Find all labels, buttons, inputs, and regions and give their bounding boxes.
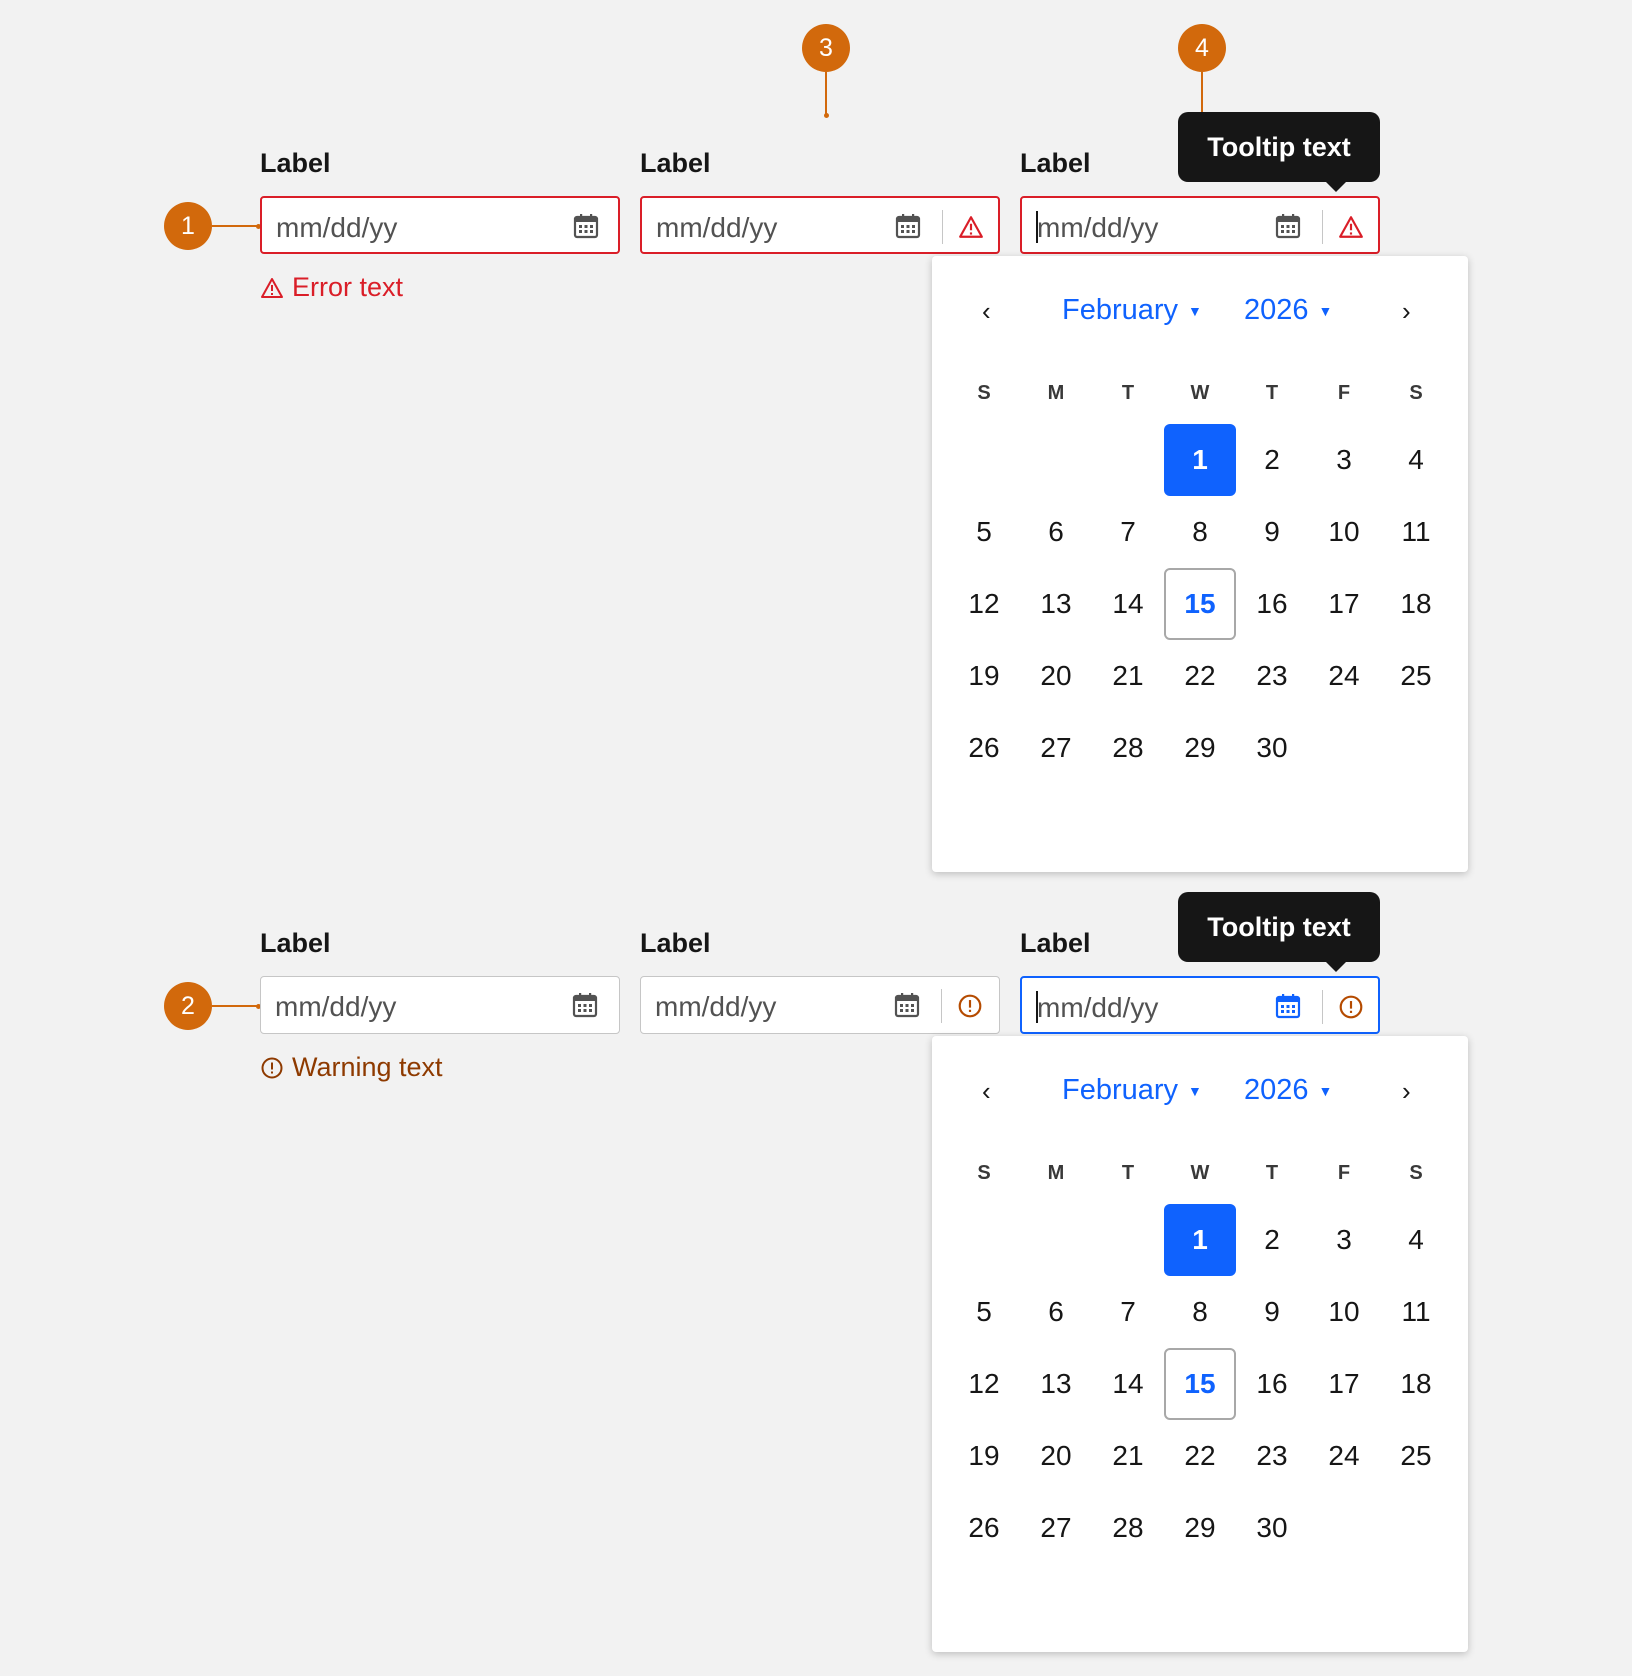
month-select[interactable]	[1062, 294, 1202, 327]
tooltip	[1178, 892, 1380, 962]
separator	[942, 210, 943, 244]
callout-leader-2	[212, 1005, 260, 1007]
calendar-day[interactable]: 20	[1040, 660, 1072, 691]
calendar-day[interactable]: 2	[1264, 444, 1280, 475]
weekday-label: S	[977, 1162, 991, 1184]
year-label: 2026	[1244, 1074, 1309, 1106]
chevron-right-icon[interactable]: ›	[1402, 296, 1411, 326]
warning-triangle-icon	[958, 214, 984, 240]
calendar-day-empty	[1380, 1492, 1452, 1564]
calendar-day[interactable]: 10	[1328, 516, 1360, 547]
calendar-day[interactable]: 20	[1040, 1440, 1072, 1471]
calendar-icon[interactable]	[893, 991, 921, 1019]
weekday-header	[948, 382, 1452, 405]
calendar-day[interactable]: 12	[968, 588, 1000, 619]
warning-text: Warning text	[292, 1052, 443, 1082]
calendar-day[interactable]: 30	[1256, 1512, 1288, 1543]
calendar-day[interactable]: 27	[1040, 1512, 1072, 1543]
date-input-warning-icon[interactable]	[640, 976, 1000, 1034]
week-row	[948, 712, 1452, 784]
field-label: Label	[260, 928, 331, 958]
calendar-day-selected[interactable]: 1	[1164, 424, 1236, 496]
weekday-label: S	[1409, 1162, 1423, 1184]
field-label: Label	[260, 148, 331, 178]
calendar-day[interactable]: 22	[1184, 1440, 1216, 1471]
calendar-day[interactable]: 8	[1192, 516, 1208, 547]
calendar-day[interactable]: 8	[1192, 1296, 1208, 1327]
calendar-day-empty	[1092, 1204, 1164, 1276]
year-select[interactable]	[1244, 1074, 1332, 1107]
field-label: Label	[1020, 928, 1091, 958]
calendar-day[interactable]: 28	[1112, 732, 1144, 763]
week-row	[948, 1204, 1452, 1276]
chevron-left-icon[interactable]: ‹	[982, 296, 991, 326]
date-input-warning-focused[interactable]	[1020, 976, 1380, 1034]
calendar-day[interactable]: 21	[1112, 660, 1144, 691]
calendar-icon[interactable]	[572, 212, 600, 240]
date-placeholder: mm/dd/yy	[655, 991, 777, 1022]
callout-leader-4	[1201, 72, 1203, 116]
calendar-day[interactable]: 26	[968, 732, 1000, 763]
chevron-right-icon[interactable]: ›	[1402, 1076, 1411, 1106]
calendar-day[interactable]: 6	[1048, 516, 1064, 547]
weekday-label: W	[1190, 382, 1210, 404]
week-row	[948, 496, 1452, 568]
year-select[interactable]	[1244, 294, 1332, 327]
calendar-day[interactable]: 21	[1112, 1440, 1144, 1471]
calendar-icon[interactable]	[1274, 212, 1302, 240]
calendar-day[interactable]: 4	[1408, 444, 1424, 475]
calendar-day[interactable]: 24	[1328, 660, 1360, 691]
chevron-down-icon: ▼	[1188, 1082, 1202, 1099]
calendar-icon[interactable]	[894, 212, 922, 240]
week-row	[948, 568, 1452, 640]
calendar-day[interactable]: 7	[1120, 1296, 1136, 1327]
calendar-day[interactable]: 29	[1184, 732, 1216, 763]
date-input-warning[interactable]	[260, 976, 620, 1034]
week-row	[948, 1276, 1452, 1348]
calendar-day[interactable]: 24	[1328, 1440, 1360, 1471]
calendar-day[interactable]: 6	[1048, 1296, 1064, 1327]
warning-circle-icon	[957, 993, 983, 1019]
calendar-day[interactable]: 14	[1112, 588, 1144, 619]
month-label: February	[1062, 1074, 1179, 1106]
calendar-day[interactable]: 9	[1264, 1296, 1280, 1327]
calendar-day-empty	[1020, 424, 1092, 496]
calendar-day[interactable]: 3	[1336, 444, 1352, 475]
warning-helper	[260, 1052, 443, 1083]
calendar-day[interactable]: 18	[1400, 588, 1432, 619]
separator	[1322, 990, 1323, 1024]
calendar-day[interactable]: 7	[1120, 516, 1136, 547]
week-row	[948, 424, 1452, 496]
calendar-day-empty	[1020, 1204, 1092, 1276]
calendar-day[interactable]: 4	[1408, 1224, 1424, 1255]
calendar-icon[interactable]	[571, 991, 599, 1019]
calendar-day[interactable]: 18	[1400, 1368, 1432, 1399]
warning-triangle-icon	[260, 276, 284, 300]
weekday-label: F	[1337, 1162, 1351, 1184]
calendar-day[interactable]: 16	[1256, 588, 1288, 619]
callout-leader-3	[825, 72, 827, 116]
weekday-label: T	[1265, 1162, 1279, 1184]
warning-circle-icon	[260, 1056, 284, 1080]
weekday-label: F	[1337, 382, 1351, 404]
calendar-day[interactable]: 12	[968, 1368, 1000, 1399]
date-placeholder: mm/dd/yy	[1037, 212, 1159, 243]
chevron-left-icon[interactable]: ‹	[982, 1076, 991, 1106]
week-row	[948, 1348, 1452, 1420]
calendar-day[interactable]: 13	[1040, 588, 1072, 619]
date-placeholder: mm/dd/yy	[276, 212, 398, 243]
year-label: 2026	[1244, 294, 1309, 326]
calendar-day[interactable]: 9	[1264, 516, 1280, 547]
callout-badge-4: 4	[1178, 24, 1226, 72]
calendar-day[interactable]: 11	[1401, 1296, 1431, 1327]
calendar-day[interactable]: 5	[976, 1296, 992, 1327]
error-helper	[260, 272, 403, 303]
callout-badge-1: 1	[164, 202, 212, 250]
calendar-day[interactable]: 22	[1184, 660, 1216, 691]
calendar-popup	[932, 1036, 1468, 1652]
calendar-day[interactable]: 17	[1328, 588, 1360, 619]
calendar-popup	[932, 256, 1468, 872]
calendar-day[interactable]: 30	[1256, 732, 1288, 763]
calendar-day[interactable]: 28	[1112, 1512, 1144, 1543]
calendar-day[interactable]: 29	[1184, 1512, 1216, 1543]
chevron-down-icon: ▼	[1318, 1082, 1333, 1099]
separator	[941, 989, 942, 1023]
calendar-day[interactable]: 17	[1328, 1368, 1360, 1399]
date-placeholder: mm/dd/yy	[656, 212, 778, 243]
week-row	[948, 1420, 1452, 1492]
calendar-day-empty	[1092, 424, 1164, 496]
calendar-day-empty	[1308, 712, 1380, 784]
calendar-day-empty	[1380, 712, 1452, 784]
month-label: February	[1062, 294, 1179, 326]
calendar-day[interactable]: 11	[1401, 516, 1431, 547]
field-label: Label	[640, 148, 711, 178]
callout-leader-1	[212, 225, 260, 227]
date-placeholder: mm/dd/yy	[275, 991, 397, 1022]
calendar-day[interactable]: 19	[968, 660, 1000, 691]
separator	[1322, 210, 1323, 244]
calendar-day-today[interactable]: 15	[1164, 568, 1236, 640]
calendar-day[interactable]: 23	[1256, 660, 1288, 691]
calendar-day-empty	[948, 1204, 1020, 1276]
calendar-icon[interactable]	[1274, 992, 1302, 1020]
week-row	[948, 640, 1452, 712]
calendar-day[interactable]: 19	[968, 1440, 1000, 1471]
error-text: Error text	[292, 272, 404, 302]
date-placeholder: mm/dd/yy	[1037, 992, 1159, 1023]
callout-badge-3: 3	[802, 24, 850, 72]
weekday-label: T	[1121, 1162, 1135, 1184]
weekday-label: M	[1047, 382, 1065, 404]
field-label: Label	[1020, 148, 1091, 178]
calendar-day[interactable]: 14	[1112, 1368, 1144, 1399]
callout-dot-3	[824, 113, 829, 118]
date-input-error[interactable]	[260, 196, 620, 254]
weekday-header	[948, 1162, 1452, 1185]
warning-circle-icon[interactable]	[1338, 994, 1364, 1020]
callout-badge-2: 2	[164, 982, 212, 1030]
calendar-day[interactable]: 26	[968, 1512, 1000, 1543]
calendar-day-selected[interactable]: 1	[1164, 1204, 1236, 1276]
calendar-day[interactable]: 25	[1400, 660, 1432, 691]
calendar-day[interactable]: 10	[1328, 1296, 1360, 1327]
calendar-day-empty	[1308, 1492, 1380, 1564]
calendar-day[interactable]: 2	[1264, 1224, 1280, 1255]
calendar-day[interactable]: 23	[1256, 1440, 1288, 1471]
tooltip-text: Tooltip text	[1207, 131, 1351, 162]
chevron-down-icon: ▼	[1188, 302, 1202, 319]
calendar-day[interactable]: 27	[1040, 732, 1072, 763]
month-select[interactable]	[1062, 1074, 1202, 1107]
calendar-day[interactable]: 5	[976, 516, 992, 547]
weekday-label: T	[1265, 382, 1279, 404]
weekday-label: S	[1409, 382, 1423, 404]
weekday-label: M	[1047, 1162, 1065, 1184]
calendar-day[interactable]: 3	[1336, 1224, 1352, 1255]
field-label: Label	[640, 928, 711, 958]
weekday-label: W	[1190, 1162, 1210, 1184]
tooltip-text: Tooltip text	[1207, 911, 1351, 942]
warning-triangle-icon[interactable]	[1338, 214, 1364, 240]
weekday-label: T	[1121, 382, 1135, 404]
date-input-error-icon[interactable]	[640, 196, 1000, 254]
calendar-day-empty	[948, 424, 1020, 496]
weekday-label: S	[977, 382, 991, 404]
calendar-day[interactable]: 13	[1040, 1368, 1072, 1399]
calendar-day[interactable]: 25	[1400, 1440, 1432, 1471]
chevron-down-icon: ▼	[1318, 302, 1333, 319]
date-input-error-active[interactable]	[1020, 196, 1380, 254]
tooltip	[1178, 112, 1380, 182]
week-row	[948, 1492, 1452, 1564]
calendar-day[interactable]: 16	[1256, 1368, 1288, 1399]
calendar-day-today[interactable]: 15	[1164, 1348, 1236, 1420]
